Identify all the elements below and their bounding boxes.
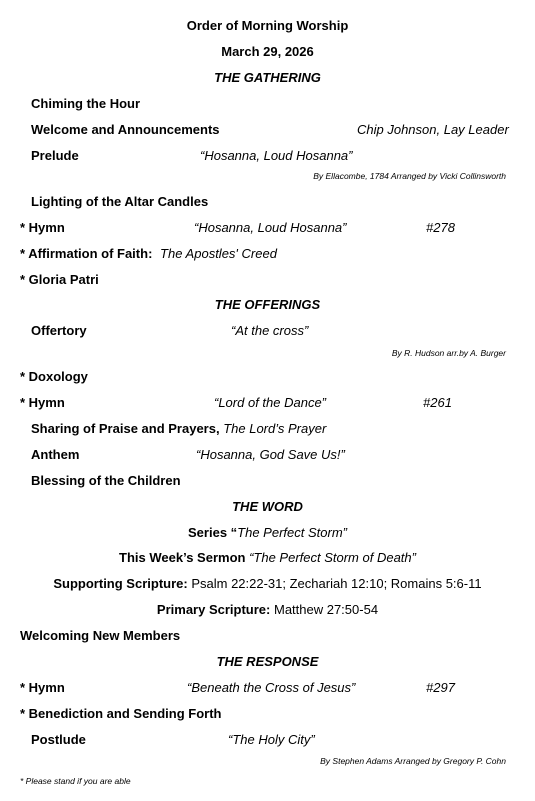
anthem-label: Anthem — [31, 447, 80, 462]
hymn-2-label: * Hymn — [20, 395, 65, 410]
service-date: March 29, 2026 — [221, 44, 314, 59]
offertory-label: Offertory — [31, 323, 87, 338]
welcome-leader: Chip Johnson, Lay Leader — [357, 122, 509, 137]
bulletin-title: Order of Morning Worship — [186, 18, 349, 33]
hymn-2-number: #261 — [423, 395, 452, 410]
benediction: * Benediction and Sending Forth — [20, 706, 222, 721]
hymn-2-title: “Lord of the Dance” — [214, 395, 327, 410]
section-heading-gathering: THE GATHERING — [214, 70, 321, 85]
prelude-title: “Hosanna, Loud Hosanna” — [200, 148, 353, 163]
gloria-patri: * Gloria Patri — [20, 272, 99, 287]
sharing-praise-prayers — [31, 421, 326, 437]
postlude-title: “The Holy City” — [228, 732, 315, 747]
offertory-title: “At the cross” — [231, 323, 309, 338]
sharing-text: The Lord’s Prayer — [223, 421, 327, 436]
hymn-3-label: * Hymn — [20, 680, 65, 695]
postlude-credit: By Stephen Adams Arranged by Gregory P. Cohn — [320, 756, 506, 766]
sermon-label: This Week’s Sermon — [119, 550, 246, 565]
blessing-of-children: Blessing of the Children — [31, 473, 181, 488]
hymn-3-number: #297 — [426, 680, 455, 695]
supporting-text: Psalm 22:22-31; Zechariah 12:10; Romains 5:6-11 — [191, 576, 482, 591]
hymn-1-label: * Hymn — [20, 220, 65, 235]
postlude-label: Postlude — [31, 732, 86, 747]
welcome-announcements: Welcome and Announcements — [31, 122, 220, 137]
section-heading-offerings: THE OFFERINGS — [214, 297, 321, 312]
supporting-label: Supporting Scripture: — [53, 576, 188, 591]
sermon-title: “The Perfect Storm of Death” — [249, 550, 416, 565]
sharing-label: Sharing of Praise and Prayers, — [31, 421, 220, 436]
hymn-1-number: #278 — [426, 220, 455, 235]
altar-candles: Lighting of the Altar Candles — [31, 194, 209, 209]
affirmation-of-faith — [20, 246, 277, 262]
series-label: Series “ — [188, 525, 238, 540]
section-heading-response: THE RESPONSE — [216, 654, 319, 669]
primary-text: Matthew 27:50-54 — [273, 602, 379, 617]
prelude-label: Prelude — [31, 148, 79, 163]
welcoming-new-members: Welcoming New Members — [20, 628, 181, 643]
section-heading-word: THE WORD — [232, 499, 303, 514]
chiming-the-hour: Chiming the Hour — [31, 96, 141, 111]
anthem-title: “Hosanna, God Save Us!” — [196, 447, 345, 462]
affirmation-label: * Affirmation of Faith: — [20, 246, 153, 261]
primary-label: Primary Scripture: — [156, 602, 271, 617]
doxology: * Doxology — [20, 369, 88, 384]
offertory-credit: By R. Hudson arr.by A. Burger — [391, 348, 506, 358]
supporting-scripture — [0, 576, 535, 592]
weekly-sermon — [0, 550, 535, 566]
hymn-3-title: “Beneath the Cross of Jesus” — [187, 680, 356, 695]
sermon-series — [0, 525, 535, 541]
hymn-1-title: “Hosanna, Loud Hosanna” — [194, 220, 347, 235]
series-title: The Perfect Storm” — [237, 525, 347, 540]
affirmation-text: The Apostles' Creed — [160, 246, 277, 261]
primary-scripture — [0, 602, 535, 618]
prelude-credit: By Ellacombe, 1784 Arranged by Vicki Collinsworth — [313, 171, 506, 181]
standing-note: * Please stand if you are able — [20, 776, 131, 786]
